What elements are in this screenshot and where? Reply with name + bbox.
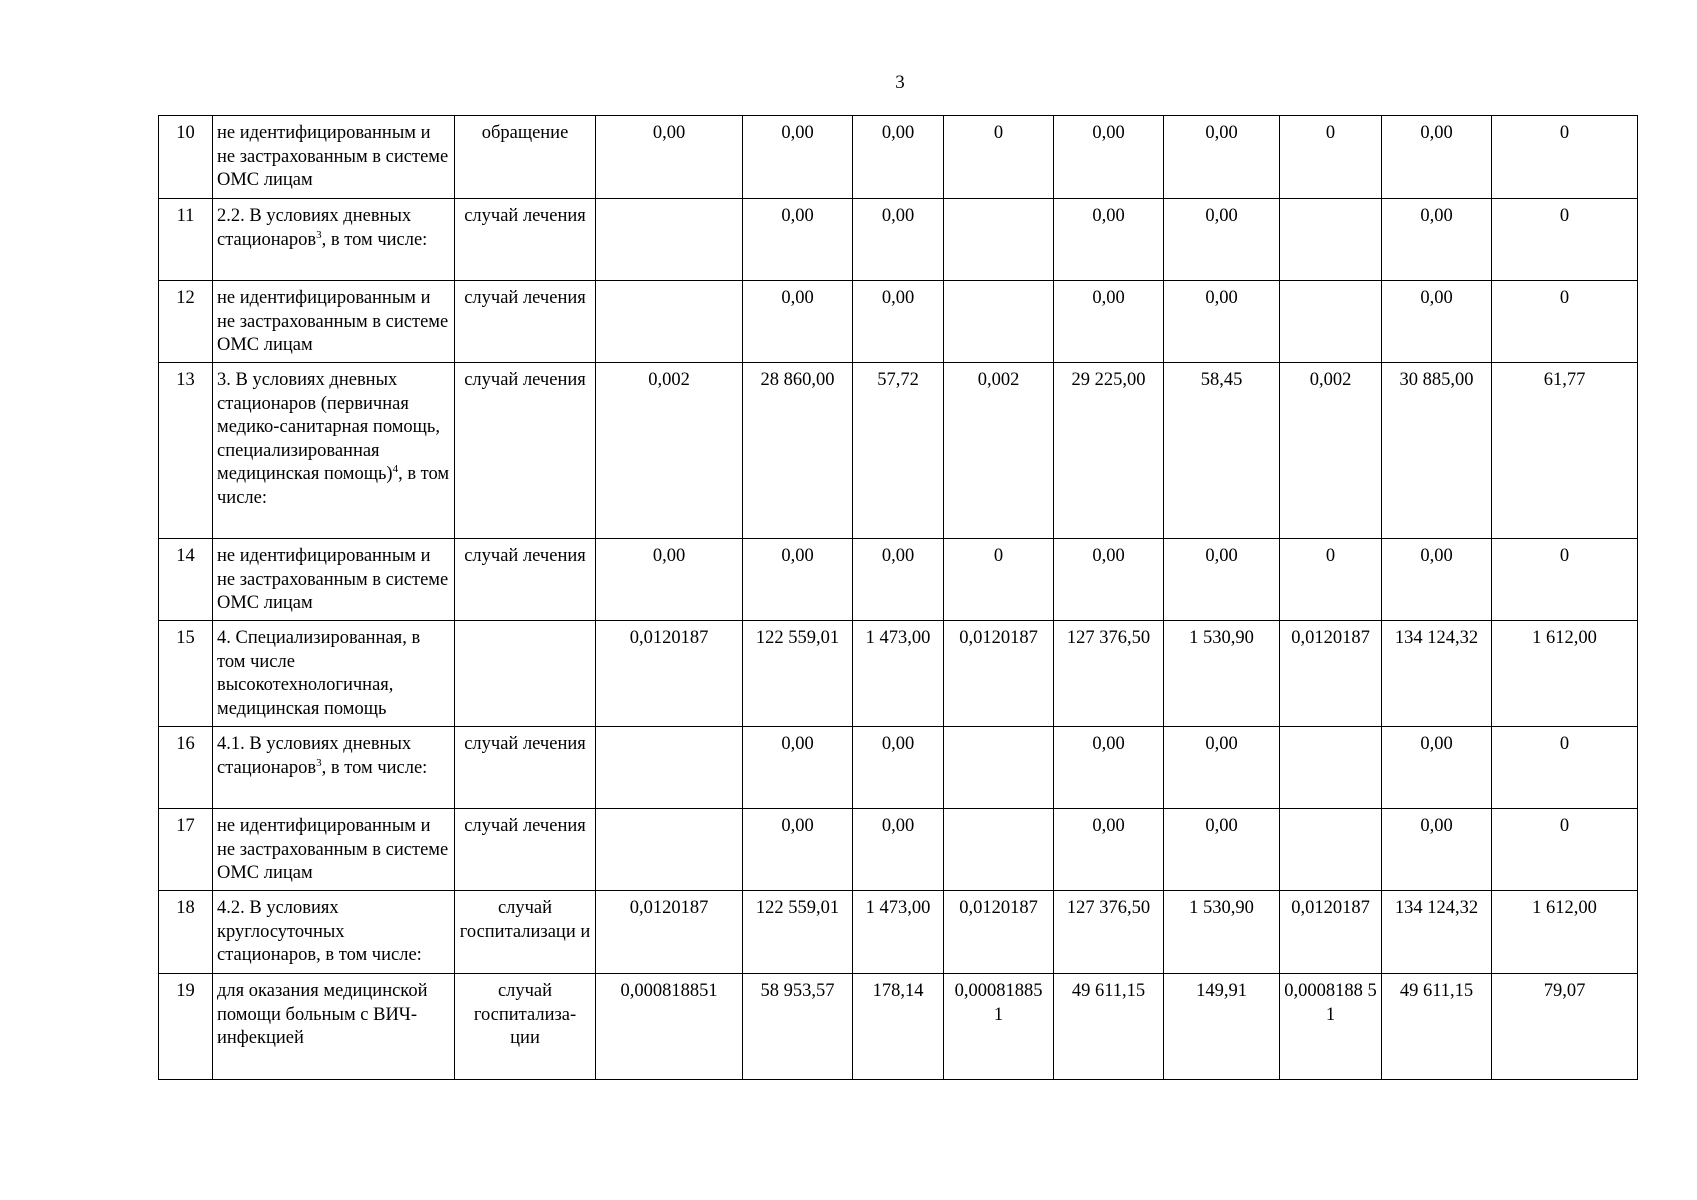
value-cell: 0,0120187 bbox=[596, 621, 743, 727]
value-cell bbox=[1280, 727, 1382, 809]
row-unit: случай госпитализа-ции bbox=[455, 974, 596, 1080]
value-cell: 0 bbox=[1280, 116, 1382, 199]
value-cell: 0,00 bbox=[853, 199, 944, 281]
value-cell bbox=[944, 199, 1054, 281]
value-cell: 0,00 bbox=[596, 116, 743, 199]
value-cell: 0,002 bbox=[596, 363, 743, 539]
value-cell: 149,91 bbox=[1164, 974, 1280, 1080]
row-name-text: 2.2. В условиях дневных стационаров bbox=[217, 206, 412, 250]
row-name-text: 4.1. В условиях дневных стационаров bbox=[217, 734, 412, 778]
row-unit: обращение bbox=[455, 116, 596, 199]
value-cell: 0,00 bbox=[853, 727, 944, 809]
value-cell: 1 612,00 bbox=[1492, 621, 1638, 727]
footnote-marker: 3 bbox=[316, 228, 322, 241]
value-cell: 29 225,00 bbox=[1054, 363, 1164, 539]
value-cell: 0 bbox=[944, 116, 1054, 199]
table-row bbox=[159, 281, 1638, 363]
row-name-text-continued: , в том числе: bbox=[321, 757, 428, 778]
value-cell: 1 473,00 bbox=[853, 621, 944, 727]
row-unit: случай лечения bbox=[455, 281, 596, 363]
value-cell: 0 bbox=[944, 539, 1054, 621]
financing-norms-table bbox=[158, 115, 1638, 1080]
value-cell: 49 611,15 bbox=[1382, 974, 1492, 1080]
value-cell: 0,00 bbox=[1382, 539, 1492, 621]
row-number: 10 bbox=[159, 116, 213, 199]
row-unit: случай госпитализаци и bbox=[455, 891, 596, 974]
value-cell: 0,0120187 bbox=[1280, 621, 1382, 727]
row-name bbox=[213, 974, 455, 1080]
row-name-text: не идентифицированным и не застрахованным в системе ОМС лицам bbox=[217, 816, 449, 883]
row-unit: случай лечения bbox=[455, 539, 596, 621]
value-cell: 0 bbox=[1280, 539, 1382, 621]
value-cell bbox=[944, 281, 1054, 363]
value-cell: 0 bbox=[1492, 281, 1638, 363]
value-cell: 1 530,90 bbox=[1164, 891, 1280, 974]
table-row bbox=[159, 199, 1638, 281]
row-name bbox=[213, 891, 455, 974]
row-name bbox=[213, 116, 455, 199]
value-cell: 0,0120187 bbox=[1280, 891, 1382, 974]
value-cell: 0,00 bbox=[1054, 116, 1164, 199]
row-number: 11 bbox=[159, 199, 213, 281]
value-cell: 0 bbox=[1492, 199, 1638, 281]
value-cell bbox=[1280, 281, 1382, 363]
value-cell: 0,00 bbox=[1164, 539, 1280, 621]
value-cell: 58 953,57 bbox=[743, 974, 853, 1080]
table-row bbox=[159, 116, 1638, 199]
value-cell: 0,00 bbox=[1164, 116, 1280, 199]
value-cell: 0,00 bbox=[1382, 116, 1492, 199]
value-cell: 0,0120187 bbox=[944, 621, 1054, 727]
row-name bbox=[213, 281, 455, 363]
value-cell: 0,00 bbox=[1382, 281, 1492, 363]
value-cell: 122 559,01 bbox=[743, 621, 853, 727]
value-cell: 0,00 bbox=[1382, 727, 1492, 809]
value-cell: 0,00 bbox=[853, 116, 944, 199]
value-cell: 1 612,00 bbox=[1492, 891, 1638, 974]
row-number: 17 bbox=[159, 809, 213, 891]
value-cell: 0,00 bbox=[1382, 199, 1492, 281]
value-cell: 0,00 bbox=[1382, 809, 1492, 891]
value-cell: 0 bbox=[1492, 116, 1638, 199]
value-cell: 127 376,50 bbox=[1054, 621, 1164, 727]
row-name bbox=[213, 539, 455, 621]
value-cell: 0,00 bbox=[1054, 539, 1164, 621]
value-cell: 134 124,32 bbox=[1382, 891, 1492, 974]
value-cell: 0,00 bbox=[743, 116, 853, 199]
page-number: 3 bbox=[895, 72, 905, 93]
row-unit bbox=[455, 621, 596, 727]
value-cell: 57,72 bbox=[853, 363, 944, 539]
row-name bbox=[213, 199, 455, 281]
table-row bbox=[159, 809, 1638, 891]
value-cell: 61,77 bbox=[1492, 363, 1638, 539]
value-cell bbox=[944, 809, 1054, 891]
row-name-text: не идентифицированным и не застрахованным в системе ОМС лицам bbox=[217, 546, 449, 613]
value-cell: 79,07 bbox=[1492, 974, 1638, 1080]
row-number: 16 bbox=[159, 727, 213, 809]
row-unit: случай лечения bbox=[455, 199, 596, 281]
value-cell: 0,00 bbox=[1164, 199, 1280, 281]
row-number: 15 bbox=[159, 621, 213, 727]
value-cell: 0,002 bbox=[944, 363, 1054, 539]
value-cell: 178,14 bbox=[853, 974, 944, 1080]
value-cell: 0,000818851 bbox=[596, 974, 743, 1080]
value-cell: 0,00 bbox=[1164, 809, 1280, 891]
value-cell bbox=[596, 281, 743, 363]
value-cell: 0,00 bbox=[743, 281, 853, 363]
value-cell: 0,00 bbox=[1164, 727, 1280, 809]
table-row bbox=[159, 727, 1638, 809]
value-cell: 0,00 bbox=[853, 281, 944, 363]
row-name bbox=[213, 621, 455, 727]
row-name-text: не идентифицированным и не застрахованным в системе ОМС лицам bbox=[217, 123, 449, 190]
row-name-text: 4. Специализированная, в том числе высокотехнологичная, медицинская помощь bbox=[217, 628, 421, 719]
row-name bbox=[213, 727, 455, 809]
value-cell bbox=[944, 727, 1054, 809]
row-number: 18 bbox=[159, 891, 213, 974]
value-cell: 0,00081885 1 bbox=[944, 974, 1054, 1080]
value-cell: 0 bbox=[1492, 727, 1638, 809]
value-cell: 28 860,00 bbox=[743, 363, 853, 539]
row-name-text: для оказания медицинской помощи больным с ВИЧ-инфекцией bbox=[217, 981, 428, 1048]
value-cell bbox=[596, 809, 743, 891]
value-cell: 0,002 bbox=[1280, 363, 1382, 539]
value-cell bbox=[596, 727, 743, 809]
footnote-marker: 4 bbox=[392, 462, 399, 475]
value-cell bbox=[1280, 809, 1382, 891]
footnote-marker: 3 bbox=[316, 756, 322, 769]
value-cell: 0,00 bbox=[1054, 809, 1164, 891]
value-cell: 0,0120187 bbox=[944, 891, 1054, 974]
value-cell bbox=[1280, 199, 1382, 281]
row-name-text: не идентифицированным и не застрахованным в системе ОМС лицам bbox=[217, 288, 449, 355]
value-cell: 122 559,01 bbox=[743, 891, 853, 974]
value-cell: 0,0120187 bbox=[596, 891, 743, 974]
value-cell: 0,00 bbox=[743, 727, 853, 809]
value-cell: 58,45 bbox=[1164, 363, 1280, 539]
value-cell: 0,00 bbox=[743, 539, 853, 621]
value-cell: 0 bbox=[1492, 539, 1638, 621]
value-cell: 0,00 bbox=[596, 539, 743, 621]
value-cell: 0,0008188 51 bbox=[1280, 974, 1382, 1080]
table-row bbox=[159, 539, 1638, 621]
table-row bbox=[159, 974, 1638, 1080]
row-name-text-continued: , в том числе: bbox=[217, 464, 450, 508]
table-row bbox=[159, 363, 1638, 539]
value-cell bbox=[596, 199, 743, 281]
row-number: 12 bbox=[159, 281, 213, 363]
value-cell: 1 530,90 bbox=[1164, 621, 1280, 727]
value-cell: 0,00 bbox=[1164, 281, 1280, 363]
table-row bbox=[159, 621, 1638, 727]
table-row bbox=[159, 891, 1638, 974]
row-name bbox=[213, 809, 455, 891]
row-number: 19 bbox=[159, 974, 213, 1080]
value-cell: 0,00 bbox=[1054, 727, 1164, 809]
row-unit: случай лечения bbox=[455, 727, 596, 809]
row-name-text-continued: , в том числе: bbox=[321, 229, 428, 250]
row-name-text: 3. В условиях дневных стационаров (первичная медико-санитарная помощь, специализированная медицинская помощь) bbox=[217, 370, 440, 484]
value-cell: 30 885,00 bbox=[1382, 363, 1492, 539]
value-cell: 0,00 bbox=[743, 199, 853, 281]
value-cell: 49 611,15 bbox=[1054, 974, 1164, 1080]
row-name-text: 4.2. В условиях круглосуточных стационаров, в том числе: bbox=[217, 898, 422, 965]
row-name bbox=[213, 363, 455, 539]
value-cell: 127 376,50 bbox=[1054, 891, 1164, 974]
row-unit: случай лечения bbox=[455, 363, 596, 539]
value-cell: 0 bbox=[1492, 809, 1638, 891]
value-cell: 134 124,32 bbox=[1382, 621, 1492, 727]
value-cell: 0,00 bbox=[1054, 199, 1164, 281]
value-cell: 0,00 bbox=[1054, 281, 1164, 363]
row-number: 13 bbox=[159, 363, 213, 539]
value-cell: 0,00 bbox=[853, 539, 944, 621]
value-cell: 0,00 bbox=[853, 809, 944, 891]
value-cell: 1 473,00 bbox=[853, 891, 944, 974]
row-unit: случай лечения bbox=[455, 809, 596, 891]
value-cell: 0,00 bbox=[743, 809, 853, 891]
row-number: 14 bbox=[159, 539, 213, 621]
